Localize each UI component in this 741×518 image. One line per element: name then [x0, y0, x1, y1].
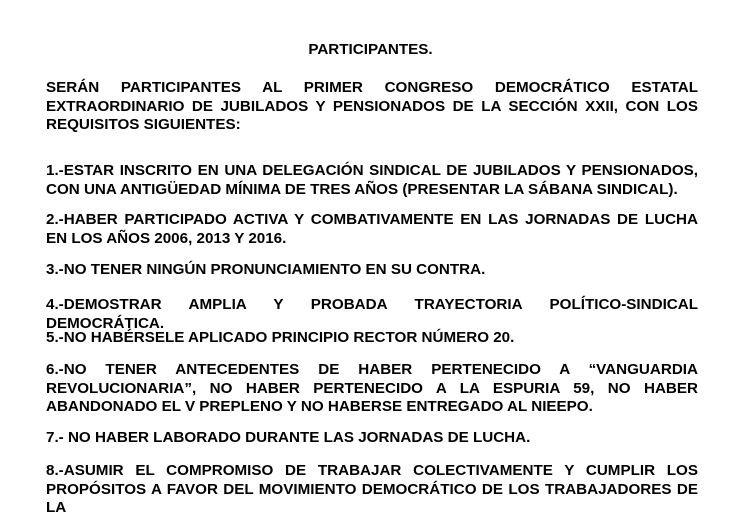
requirement-2: 2.-HABER PARTICIPADO ACTIVA Y COMBATIVAMENTE EN LAS JORNADAS DE LUCHA EN LOS AÑOS 2006, 2013 Y 2016.	[46, 211, 698, 247]
requirement-6: 6.-NO TENER ANTECEDENTES DE HABER PERTENECIDO A “VANGUARDIA REVOLUCIONARIA”, NO HABER PERTENECIDO A LA ESPURIA 59, NO HABER ABANDONADO EL V PREPLENO Y NO HABERSE ENTREGADO AL NIEEPO.	[46, 361, 698, 416]
document-title: PARTICIPANTES.	[308, 41, 433, 58]
intro-paragraph: SERÁN PARTICIPANTES AL PRIMER CONGRESO DEMOCRÁTICO ESTATAL EXTRAORDINARIO DE JUBILADOS Y PENSIONADOS DE LA SECCIÓN XXII, CON LOS REQUISITOS SIGUIENTES:	[46, 79, 698, 134]
requirement-3: 3.-NO TENER NINGÚN PRONUNCIAMIENTO EN SU CONTRA.	[46, 261, 486, 278]
requirement-1: 1.-ESTAR INSCRITO EN UNA DELEGACIÓN SINDICAL DE JUBILADOS Y PENSIONADOS, CON UNA ANTIGÜEDAD MÍNIMA DE TRES AÑOS (PRESENTAR LA SÁBANA SINDICAL).	[46, 162, 698, 198]
requirement-8: 8.-ASUMIR EL COMPROMISO DE TRABAJAR COLECTIVAMENTE Y CUMPLIR LOS PROPÓSITOS A FAVOR DEL MOVIMIENTO DEMOCRÁTICO DE LOS TRABAJADORES DE LA	[46, 462, 698, 517]
requirement-4: 4.-DEMOSTRAR AMPLIA Y PROBADA TRAYECTORIA POLÍTICO-SINDICAL DEMOCRÁTICA.	[46, 296, 698, 332]
requirement-5: 5.-NO HABÉRSELE APLICADO PRINCIPIO RECTOR NÚMERO 20.	[46, 329, 515, 346]
requirement-7: 7.- NO HABER LABORADO DURANTE LAS JORNADAS DE LUCHA.	[46, 429, 531, 446]
